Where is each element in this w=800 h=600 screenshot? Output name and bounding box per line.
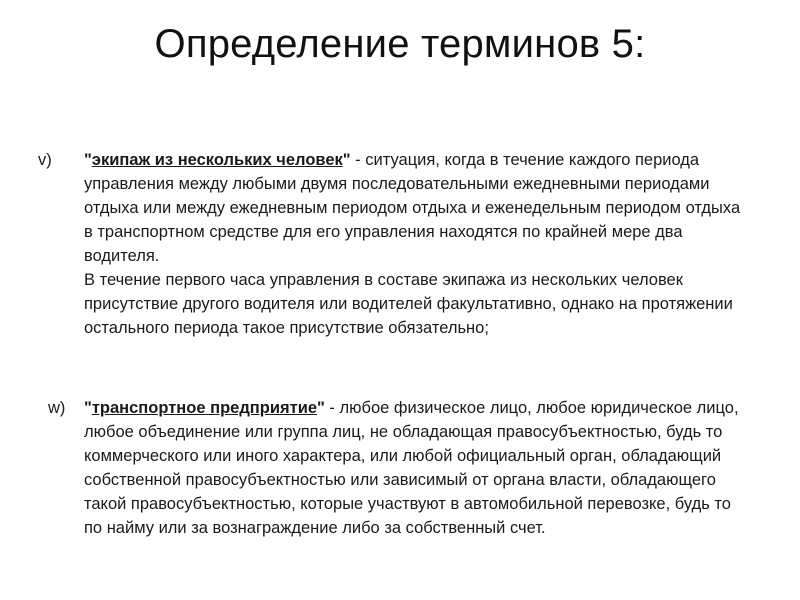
term-text-w: транспортное предприятие bbox=[91, 399, 318, 417]
term-quote-open-w: " bbox=[84, 399, 92, 417]
term-w bbox=[84, 399, 325, 417]
term-quote-close-v: " bbox=[342, 151, 351, 169]
definition-body-v bbox=[84, 148, 752, 340]
slide-title: Определение терминов 5: bbox=[154, 22, 646, 66]
definition-item-w bbox=[48, 396, 752, 540]
term-text-v: экипаж из нескольких человек bbox=[91, 151, 343, 169]
term-quote-close-w: " bbox=[317, 399, 325, 417]
definition-text-v: - ситуация, когда в течение каждого периода управления между любыми двумя последовательными ежедневными периодами отдыха или между ежедневным периодом отдыха и еженедельным периодом отдыха в транспортном средстве для его управления находятся по крайней мере два водителя. bbox=[84, 151, 741, 265]
list-marker-v: v) bbox=[38, 151, 52, 169]
term-v bbox=[84, 151, 351, 169]
list-marker-w: w) bbox=[48, 399, 66, 417]
term-quote-open-v: " bbox=[84, 151, 92, 169]
definition-item-v bbox=[38, 148, 752, 340]
definition-body-w bbox=[84, 396, 752, 540]
definition-paragraph2-v: В течение первого часа управления в составе экипажа из нескольких человек присутствие другого водителя или водителей факультативно, однако на протяжении остального периода такое присутствие обязательно; bbox=[84, 271, 733, 337]
definition-text-w: - любое физическое лицо, любое юридическое лицо, любое объединение или группа лиц, не обладающая правосубъектностью, будь то коммерческого или иного характера, или любой официальный орган, обладающий собственной правосубъектностью или зависимый от органа власти, обладающего такой правосубъектностью, которые участвуют в автомобильной перевозке, будь то по найму или за вознаграждение либо за собственный счет. bbox=[84, 399, 739, 537]
